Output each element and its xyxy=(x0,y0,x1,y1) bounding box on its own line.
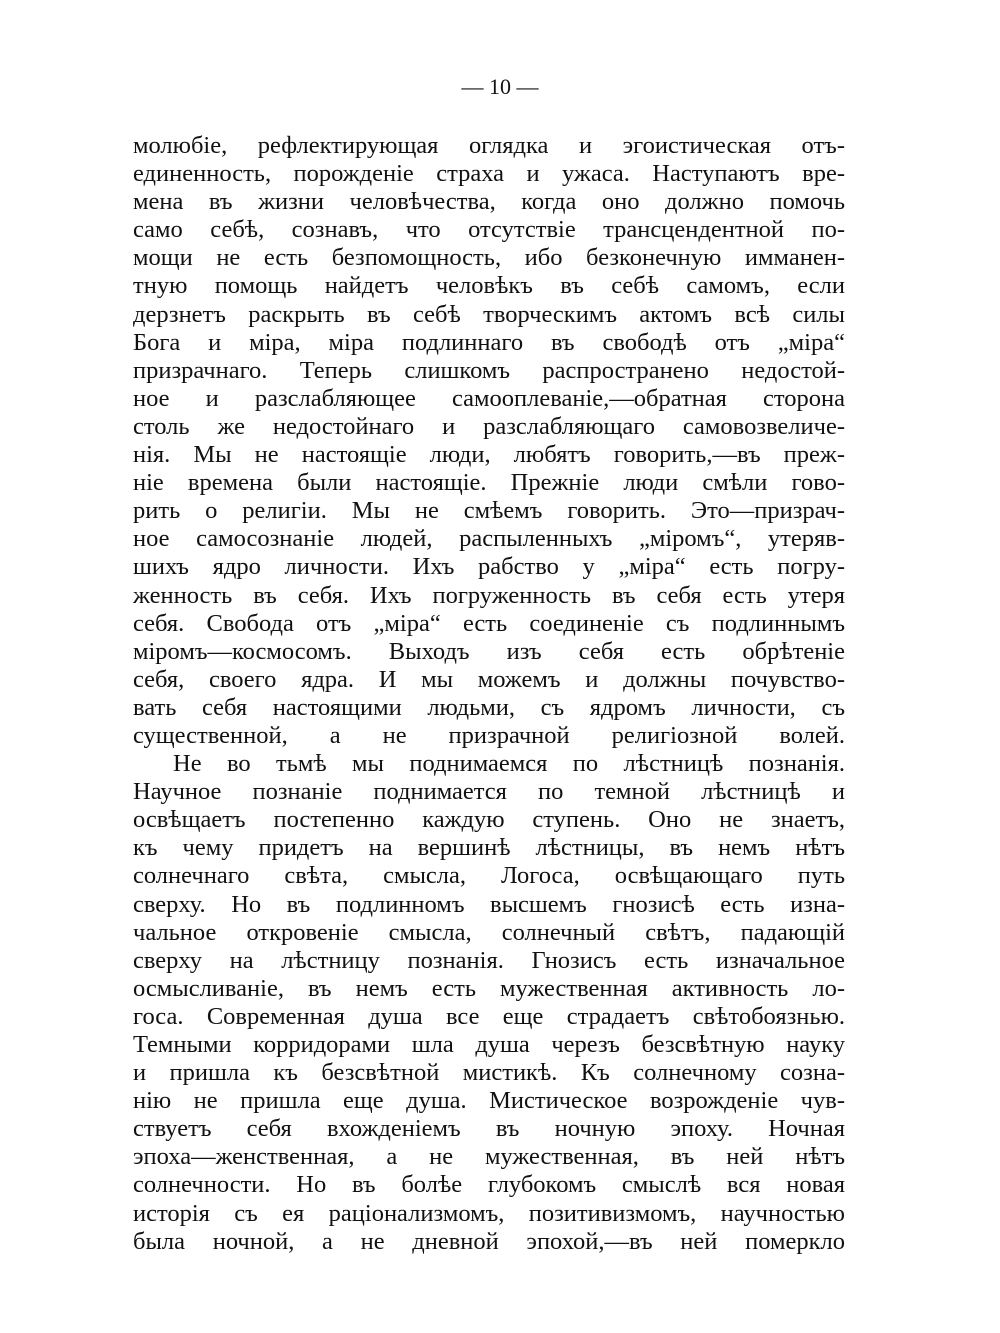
text-line: себя. Свобода отъ „міра“ есть соединеніе съ подлиннымъ xyxy=(133,609,845,637)
text-line: чальное откровеніе смысла, солнечный свѣтъ, падающій xyxy=(133,918,845,946)
text-line: ное самосознаніе людей, распыленныхъ „міромъ“, утеряв- xyxy=(133,525,845,553)
text-line: мощи не есть безпомощность, ибо безконечную имманен- xyxy=(133,244,845,272)
text-line: ніе времена были настоящіе. Прежніе люди смѣли гово- xyxy=(133,469,845,497)
text-line: молюбіе, рефлектирующая оглядка и эгоистическая отъ- xyxy=(133,132,845,159)
text-line: сверху. Но въ подлинномъ высшемъ гнозисѣ есть изна- xyxy=(133,890,845,918)
text-line: рить о религіи. Мы не смѣемъ говорить. Это—призрач- xyxy=(133,497,845,525)
text-line: дерзнетъ раскрыть въ себѣ творческимъ актомъ всѣ силы xyxy=(133,300,845,328)
text-line: госа. Современная душа все еще страдаетъ свѣтобоязнью. xyxy=(133,1002,845,1030)
text-line: себя, своего ядра. И мы можемъ и должны почувство- xyxy=(133,665,845,693)
text-line: Научное познаніе поднимается по темной лѣстницѣ и xyxy=(133,778,845,806)
text-line: и пришла къ безсвѣтной мистикѣ. Къ солнечному созна- xyxy=(133,1059,845,1087)
body-text xyxy=(133,132,845,1256)
text-line: нію не пришла еще душа. Мистическое возрожденіе чув- xyxy=(133,1087,845,1115)
text-line: столь же недостойнаго и разслабляющаго самовозвеличе- xyxy=(133,412,845,440)
text-line: призрачнаго. Теперь слишкомъ распространено недостой- xyxy=(133,356,845,384)
text-line: освѣщаетъ постепенно каждую ступень. Оно не знаетъ, xyxy=(133,806,845,834)
text-line: солнечности. Но въ болѣе глубокомъ смыслѣ вся новая xyxy=(133,1171,845,1199)
text-line: къ чему придетъ на вершинѣ лѣстницы, въ немъ нѣтъ xyxy=(133,834,845,862)
text-line: мена въ жизни человѣчества, когда оно должно помочь xyxy=(133,188,845,216)
text-line: женность въ себя. Ихъ погруженность въ себя есть утеря xyxy=(133,581,845,609)
text-line: вать себя настоящими людьми, съ ядромъ личности, съ xyxy=(133,693,845,721)
text-line: эпоха—женственная, а не мужественная, въ ней нѣтъ xyxy=(133,1143,845,1171)
page-number: — 10 — xyxy=(461,74,539,99)
text-line: Темными корридорами шла душа черезъ безсвѣтную науку xyxy=(133,1031,845,1058)
text-line: тную помощь найдетъ человѣкъ въ себѣ самомъ, если xyxy=(133,272,845,300)
text-line: сверху на лѣстницу познанія. Гнозисъ есть изначальное xyxy=(133,946,845,974)
text-line: міромъ—космосомъ. Выходъ изъ себя есть обрѣтеніе xyxy=(133,637,845,665)
text-line: само себѣ, сознавъ, что отсутствіе трансцендентной по- xyxy=(133,216,845,244)
text-line: осмысливаніе, въ немъ есть мужественная активность ло- xyxy=(133,974,845,1002)
text-line: солнечнаго свѣта, смысла, Логоса, освѣщающаго путь xyxy=(133,862,845,890)
text-line: единенность, порожденіе страха и ужаса. Наступаютъ вре- xyxy=(133,160,845,188)
text-line: была ночной, а не дневной эпохой,—въ ней померкло xyxy=(133,1227,845,1255)
text-line: шихъ ядро личности. Ихъ рабство у „міра“ есть погру- xyxy=(133,553,845,581)
text-line: ствуетъ себя вхожденіемъ въ ночную эпоху. Ночная xyxy=(133,1115,845,1143)
text-line: существенной, а не призрачной религіозной волей. xyxy=(133,721,845,749)
text-line: Бога и міра, міра подлиннаго въ свободѣ отъ „міра“ xyxy=(133,328,845,356)
paragraph-start-line: Не во тьмѣ мы поднимаемся по лѣстницѣ познанія. xyxy=(173,750,845,778)
text-line: ное и разслабляющее самооплеваніе,—обратная сторона xyxy=(133,384,845,412)
text-line: исторія съ ея раціонализмомъ, позитивизмомъ, научностью xyxy=(133,1199,845,1227)
text-line: нія. Мы не настоящіе люди, любятъ говорить,—въ преж- xyxy=(133,441,845,469)
